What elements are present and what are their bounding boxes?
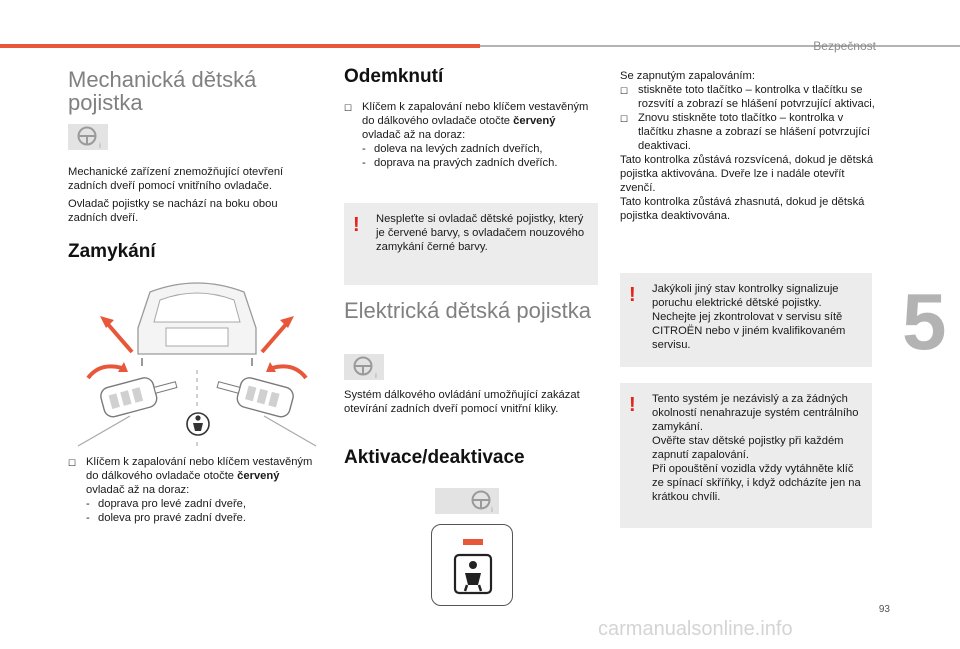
electric-lock-title: Elektrická dětská pojistka	[344, 298, 591, 323]
warning-box-fault: ! Jakýkoli jiný stav kontrolky signalizuje poruchu elektrické dětské pojistky. Nechejte jej zkontrolovat v servisu sítě CITROËN nebo v jiném kvalifikovaném servisu.	[620, 273, 872, 367]
header-accent-bar	[0, 44, 480, 48]
electric-lock-description: Systém dálkového ovládání umožňující zakázat otevírání zadních dveří pomocí vnitřní kliky.	[344, 389, 580, 415]
mechanical-lock-description: Mechanické zařízení znemožňující otevření zadních dveří pomocí vnitřního ovladače.	[68, 166, 284, 192]
child-lock-icon	[453, 553, 493, 595]
activation-instructions: Se zapnutým zapalováním: ☐ stiskněte toto tlačítko – kontrolka v tlačítku se rozsvítí a zobrazí se hlášení potvrzující aktivaci, ☐ Znovu stiskněte toto tlačítko – kontrolka v tlačítku zhasne a zobrazí se hlášení potvrzující deaktivaci. Tato kontrolka zůstává rozsvícená, dokud je dětská pojistka aktivována. Dveře lze i nadále otevřít zvenčí. Tato kontrolka zůstává zhasnutá, dokud je dětská pojistka deaktivována.	[620, 70, 875, 222]
svg-text:i: i	[99, 142, 101, 150]
header-rule	[480, 45, 960, 47]
mechanical-lock-location: Ovladač pojistky se nachází na boku obou zadních dveří.	[68, 198, 278, 224]
checkbox-bullet-icon: ☐	[344, 103, 353, 113]
steering-wheel-icon	[435, 488, 507, 514]
steering-wheel-icon	[344, 354, 388, 380]
locking-heading: Zamykání	[68, 241, 156, 262]
checkbox-bullet-icon: ☐	[68, 458, 77, 468]
page-number: 93	[878, 604, 890, 615]
unlocking-instructions: ☐ Klíčem k zapalování nebo klíčem vestavěným do dálkového ovladače otočte červený ovladač až na doraz: - doleva na levých zadních dveřích, - doprava na pravých zadních dveřích.	[344, 101, 589, 169]
steering-wheel-icon	[68, 124, 112, 150]
chapter-tab	[898, 262, 960, 388]
checkbox-bullet-icon: ☐	[620, 114, 629, 124]
svg-text:i: i	[375, 372, 377, 380]
warning-exclamation-icon: !	[629, 284, 636, 306]
child-lock-indicator-light	[463, 539, 483, 545]
activation-heading: Aktivace/deaktivace	[344, 447, 525, 468]
svg-text:i: i	[491, 506, 493, 514]
watermark: carmanualsonline.info	[598, 618, 793, 640]
warning-box-control-confusion: ! Nespleťte si ovladač dětské pojistky, který je červené barvy, s ovladačem nouzového zamykání černé barvy.	[344, 203, 598, 285]
checkbox-bullet-icon: ☐	[620, 86, 629, 96]
child-lock-button[interactable]	[431, 524, 513, 606]
mechanical-lock-title: Mechanická dětská pojistka	[68, 67, 257, 116]
unlocking-heading: Odemknutí	[344, 66, 444, 87]
chapter-number: 5	[902, 277, 947, 366]
warning-exclamation-icon: !	[629, 394, 636, 416]
section-title: Bezpečnost	[813, 39, 876, 53]
rear-door-illustration	[70, 270, 324, 450]
locking-instructions: ☐ Klíčem k zapalování nebo klíčem vestavěným do dálkového ovladače otočte červený ovladač až na doraz: - doprava pro levé zadní dveře, - doleva pro pravé zadní dveře.	[68, 456, 313, 524]
warning-exclamation-icon: !	[353, 214, 360, 236]
warning-box-independence: ! Tento systém je nezávislý a za žádných okolností nenahrazuje systém centrálního zamykání. Ověřte stav dětské pojistky při každém zapnutí zapalování. Při opouštění vozidla vždy vytáhněte klíč ze spínací skříňky, i když odcházíte jen na krátkou chvíli.	[620, 383, 872, 528]
